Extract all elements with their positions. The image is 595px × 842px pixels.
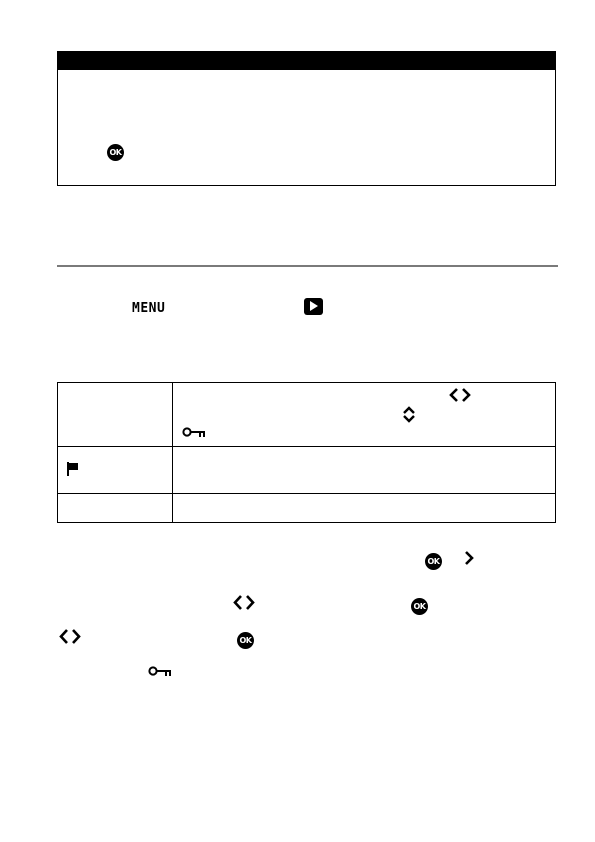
menu-button-label: MENU (132, 301, 166, 316)
left-right-arrows-icon (232, 595, 256, 610)
right-arrow-icon (463, 550, 475, 566)
note-header (57, 51, 556, 70)
flag-icon (67, 462, 79, 476)
ok-button-icon: OK (237, 632, 254, 649)
step-ok-icon (411, 594, 428, 615)
table-border-right (555, 382, 556, 523)
section-divider (57, 265, 558, 267)
note-title (57, 56, 65, 69)
left-right-arrows-icon (449, 388, 471, 402)
table-column-divider (172, 382, 173, 523)
table-row-divider (57, 493, 556, 494)
protect-key-icon (148, 666, 172, 678)
note-ok-icon (107, 140, 124, 161)
ok-button-icon: OK (107, 144, 124, 161)
left-right-arrows-icon (58, 629, 82, 644)
ok-button-icon: OK (425, 553, 442, 570)
table-row-divider (57, 446, 556, 447)
table-border-top (57, 382, 556, 383)
up-down-arrows-icon (402, 406, 416, 423)
protect-key-icon (182, 427, 206, 439)
table-border-left (57, 382, 58, 523)
step-ok-icon (237, 628, 254, 649)
playback-icon (304, 296, 323, 315)
step-ok-icon (425, 549, 442, 570)
note-box (57, 51, 556, 186)
table-border-bottom (57, 522, 556, 523)
ok-button-icon: OK (411, 598, 428, 615)
